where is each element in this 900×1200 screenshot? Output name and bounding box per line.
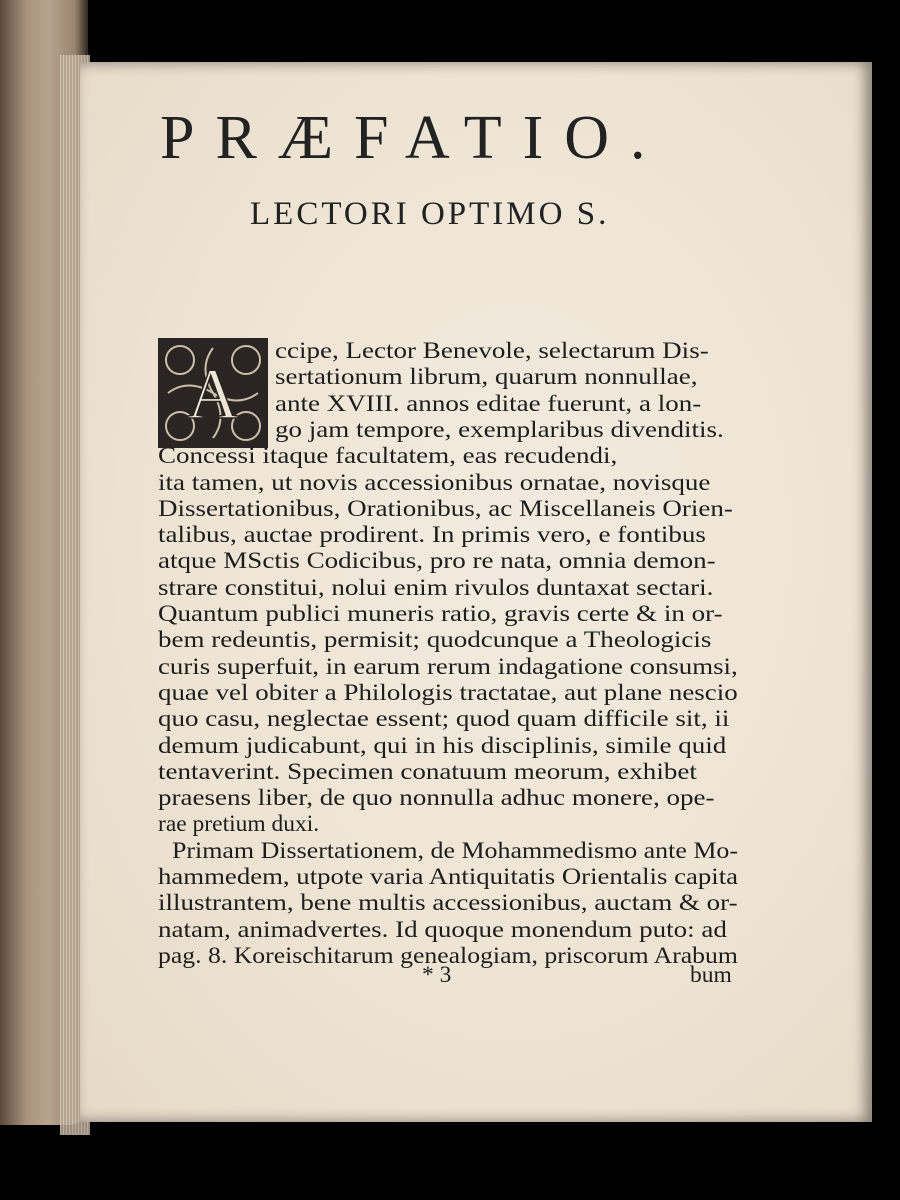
text-line: illustrantem, bene multis accessionibus, auctam & or- [158,890,738,917]
text-line: Concessi itaque facultatem, eas recudendi, [158,443,618,470]
text-line: quae vel obiter a Philologis tractatae, aut plane nescio [158,679,738,706]
text-line: rae pretium duxi. [158,811,320,838]
text-line: hammedem, utpote varia Antiquitatis Orientalis capita [158,864,739,890]
decorated-initial [158,338,268,448]
text-line: bem redeuntis, permisit; quodcunque a Theologicis [158,627,712,654]
text-line: natam, animadvertes. Id quoque monendum puto: ad [158,916,727,943]
text-line: demum judicabunt, qui in his disciplinis, simile quid [158,732,727,759]
text-line: tentaverint. Specimen conatuum meorum, exhibet [158,758,697,785]
text-line: curis superfuit, in earum rerum indagatione consumsi, [158,653,738,680]
page-title: PRÆFATIO. [160,104,667,172]
text-line: sertationum librum, quarum nonnullae, [275,364,698,391]
text-line: strare constitui, nolui enim rivulos duntaxat sectari. [158,574,714,601]
text-line: talibus, auctae prodirent. In primis vero, e fontibus [158,522,706,549]
text-line: Quantum publici muneris ratio, gravis certe & in or- [158,601,723,627]
text-line: praesens liber, de quo nonnulla adhuc monere, ope- [158,785,715,812]
text-line: atque MSctis Codicibus, pro re nata, omnia demon- [158,548,716,575]
page-subtitle: LECTORI OPTIMO S. [250,196,610,232]
text-line: ante XVIII. annos editae fuerunt, a lon- [275,390,702,417]
text-line: go jam tempore, exemplaribus divenditis. [275,416,724,443]
text-line: ita tamen, ut novis accessionibus ornatae, novisque [158,469,711,496]
text-line: ccipe, Lector Benevole, selectarum Dis- [275,338,709,364]
ornament-icon [158,338,268,448]
text-line: pag. 8. Koreischitarum genealogiam, priscorum Arabum [158,942,738,969]
text-line: quo casu, neglectae essent; quod quam difficile sit, ii [158,706,730,733]
text-line: Primam Dissertationem, de Mohammedismo ante Mo- [172,837,738,864]
initial-letter: A [187,354,239,434]
signature-mark: * 3 [422,962,452,988]
catchword: bum [690,962,732,988]
text-line: Dissertationibus, Orationibus, ac Miscellaneis Orien- [158,495,733,522]
